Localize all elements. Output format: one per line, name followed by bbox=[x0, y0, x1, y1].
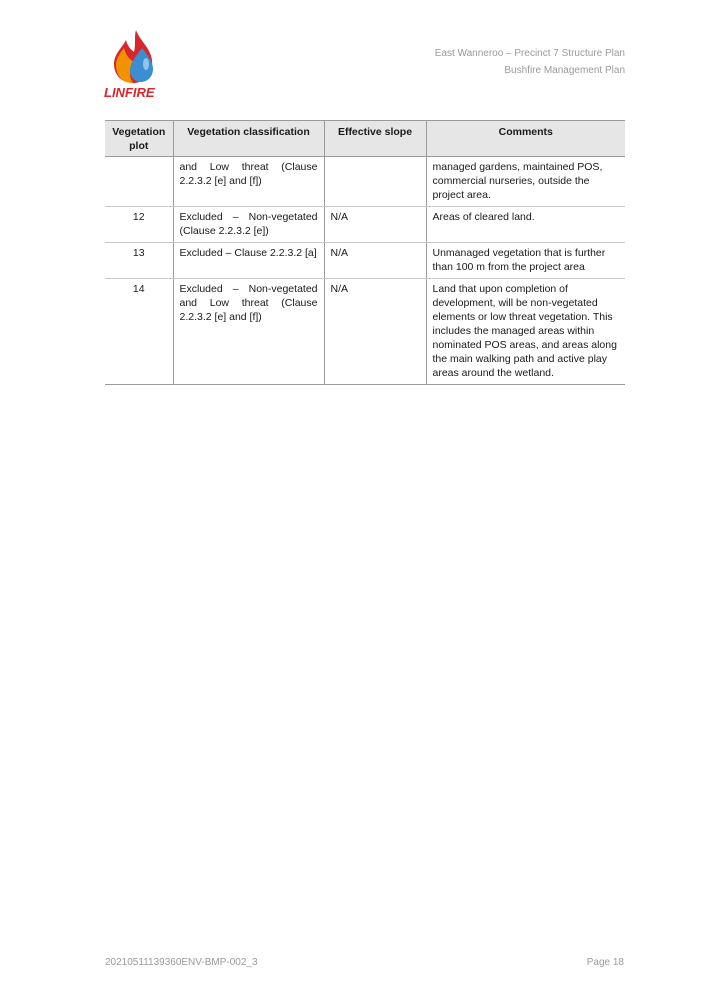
cell-slope: N/A bbox=[324, 207, 426, 243]
column-header-slope: Effective slope bbox=[324, 121, 426, 157]
logo-text: LINFIRE bbox=[104, 85, 155, 100]
cell-comments: managed gardens, maintained POS, commercial nurseries, outside the project area. bbox=[426, 157, 625, 207]
footer-document-id: 20210511139360ENV-BMP-002_3 bbox=[105, 957, 258, 968]
column-header-plot: Vegetation plot bbox=[105, 121, 173, 157]
flame-droplet-icon bbox=[106, 28, 158, 84]
cell-classification: and Low threat (Clause 2.2.3.2 [e] and [f]) bbox=[173, 157, 324, 207]
cell-plot: 12 bbox=[105, 207, 173, 243]
footer-page-number: Page 18 bbox=[586, 957, 624, 968]
cell-plot bbox=[105, 157, 173, 207]
cell-slope: N/A bbox=[324, 279, 426, 385]
cell-slope bbox=[324, 157, 426, 207]
cell-comments: Land that upon completion of development, will be non-vegetated elements or low threat vegetation. This includes the managed areas within nominated POS areas, and areas along the main walking path and active play areas around the wetland. bbox=[426, 279, 625, 385]
cell-classification: Excluded – Non-vegetated and Low threat (Clause 2.2.3.2 [e] and [f]) bbox=[173, 279, 324, 385]
table-row bbox=[105, 207, 625, 243]
table-row bbox=[105, 157, 625, 207]
table-row bbox=[105, 243, 625, 279]
cell-classification: Excluded – Non-vegetated (Clause 2.2.3.2 [e]) bbox=[173, 207, 324, 243]
cell-plot: 13 bbox=[105, 243, 173, 279]
document-header bbox=[435, 45, 625, 79]
table-row bbox=[105, 279, 625, 385]
column-header-comments: Comments bbox=[426, 121, 625, 157]
header-title-line1: East Wanneroo – Precinct 7 Structure Plan bbox=[434, 48, 625, 59]
column-header-classification: Vegetation classification bbox=[173, 121, 324, 157]
cell-comments: Unmanaged vegetation that is further than 100 m from the project area bbox=[426, 243, 625, 279]
linfire-logo bbox=[104, 28, 160, 102]
cell-plot: 14 bbox=[105, 279, 173, 385]
table-header-row bbox=[105, 121, 625, 157]
cell-classification: Excluded – Clause 2.2.3.2 [a] bbox=[173, 243, 324, 279]
header-title-line2: Bushfire Management Plan bbox=[504, 65, 625, 76]
cell-comments: Areas of cleared land. bbox=[426, 207, 625, 243]
cell-slope: N/A bbox=[324, 243, 426, 279]
vegetation-table bbox=[105, 120, 625, 385]
